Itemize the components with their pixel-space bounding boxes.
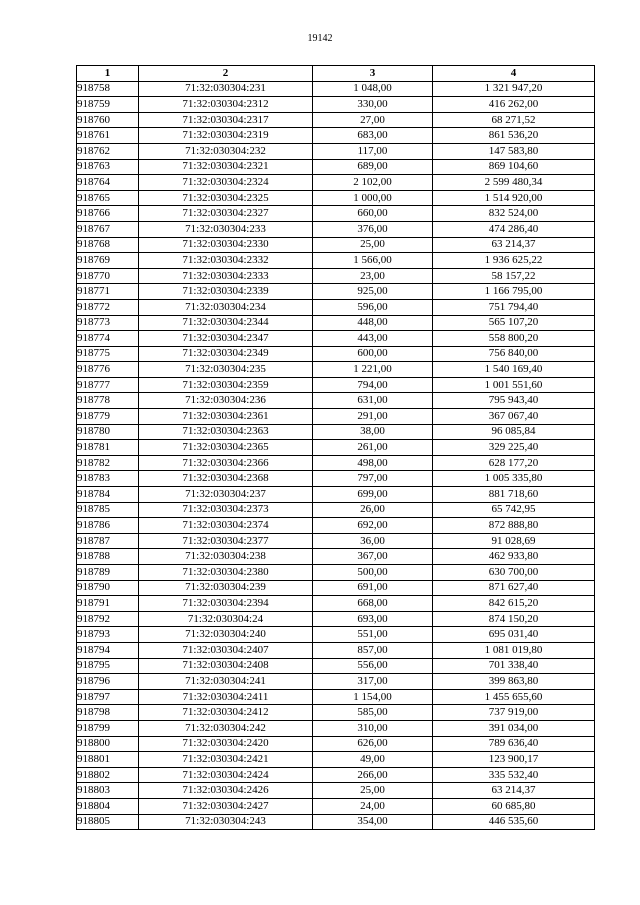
table-cell-col1: 918782 — [77, 455, 139, 471]
table-cell-col4: 869 104,60 — [433, 159, 595, 175]
table-cell-col1: 918802 — [77, 767, 139, 783]
table-cell-col2: 71:32:030304:2427 — [139, 798, 313, 814]
table-cell-col1: 918800 — [77, 736, 139, 752]
table-cell-col2: 71:32:030304:239 — [139, 580, 313, 596]
table-cell-col4: 367 067,40 — [433, 409, 595, 425]
table-cell-col4: 558 800,20 — [433, 331, 595, 347]
table-cell-col3: 26,00 — [313, 502, 433, 518]
table-cell-col4: 1 001 551,60 — [433, 377, 595, 393]
table-cell-col1: 918772 — [77, 299, 139, 315]
table-row — [77, 97, 595, 113]
table-cell-col1: 918763 — [77, 159, 139, 175]
table-cell-col2: 71:32:030304:2407 — [139, 642, 313, 658]
table-cell-col4: 68 271,52 — [433, 112, 595, 128]
table-cell-col4: 63 214,37 — [433, 237, 595, 253]
table-cell-col4: 1 540 169,40 — [433, 362, 595, 378]
table-cell-col1: 918785 — [77, 502, 139, 518]
table-cell-col3: 2 102,00 — [313, 175, 433, 191]
table-cell-col2: 71:32:030304:2373 — [139, 502, 313, 518]
table-row — [77, 112, 595, 128]
table-cell-col2: 71:32:030304:242 — [139, 720, 313, 736]
table-cell-col1: 918778 — [77, 393, 139, 409]
table-cell-col3: 600,00 — [313, 346, 433, 362]
table-row — [77, 393, 595, 409]
table-cell-col4: 695 031,40 — [433, 627, 595, 643]
table-cell-col3: 266,00 — [313, 767, 433, 783]
table-cell-col2: 71:32:030304:243 — [139, 814, 313, 830]
table-cell-col1: 918771 — [77, 284, 139, 300]
table-cell-col4: 1 005 335,80 — [433, 471, 595, 487]
data-table — [76, 65, 595, 830]
table-cell-col2: 71:32:030304:2333 — [139, 268, 313, 284]
table-cell-col4: 881 718,60 — [433, 487, 595, 503]
table-cell-col1: 918786 — [77, 518, 139, 534]
table-cell-col2: 71:32:030304:2359 — [139, 377, 313, 393]
table-cell-col4: 123 900,17 — [433, 752, 595, 768]
table-cell-col1: 918783 — [77, 471, 139, 487]
table-cell-col2: 71:32:030304:2368 — [139, 471, 313, 487]
table-cell-col1: 918796 — [77, 674, 139, 690]
column-header-3: 3 — [313, 66, 433, 82]
table-cell-col4: 391 034,00 — [433, 720, 595, 736]
table-row — [77, 315, 595, 331]
table-cell-col4: 737 919,00 — [433, 705, 595, 721]
table-cell-col3: 693,00 — [313, 611, 433, 627]
table-cell-col1: 918792 — [77, 611, 139, 627]
table-cell-col3: 330,00 — [313, 97, 433, 113]
table-row — [77, 705, 595, 721]
table-cell-col1: 918784 — [77, 487, 139, 503]
table-cell-col2: 71:32:030304:237 — [139, 487, 313, 503]
table-cell-col2: 71:32:030304:240 — [139, 627, 313, 643]
table-cell-col1: 918805 — [77, 814, 139, 830]
table-cell-col1: 918760 — [77, 112, 139, 128]
table-cell-col4: 861 536,20 — [433, 128, 595, 144]
table-cell-col2: 71:32:030304:236 — [139, 393, 313, 409]
table-cell-col3: 23,00 — [313, 268, 433, 284]
table-row — [77, 658, 595, 674]
table-cell-col2: 71:32:030304:2319 — [139, 128, 313, 144]
table-row — [77, 346, 595, 362]
table-row — [77, 455, 595, 471]
table-cell-col1: 918789 — [77, 565, 139, 581]
table-cell-col4: 416 262,00 — [433, 97, 595, 113]
table-cell-col3: 585,00 — [313, 705, 433, 721]
table-cell-col1: 918767 — [77, 221, 139, 237]
table-cell-col2: 71:32:030304:24 — [139, 611, 313, 627]
table-cell-col1: 918780 — [77, 424, 139, 440]
table-cell-col4: 874 150,20 — [433, 611, 595, 627]
table-cell-col3: 683,00 — [313, 128, 433, 144]
table-cell-col2: 71:32:030304:2327 — [139, 206, 313, 222]
table-cell-col2: 71:32:030304:2312 — [139, 97, 313, 113]
table-cell-col4: 1 081 019,80 — [433, 642, 595, 658]
table-cell-col4: 399 863,80 — [433, 674, 595, 690]
table-cell-col3: 596,00 — [313, 299, 433, 315]
table-cell-col1: 918801 — [77, 752, 139, 768]
table-cell-col2: 71:32:030304:2347 — [139, 331, 313, 347]
table-cell-col2: 71:32:030304:2421 — [139, 752, 313, 768]
table-cell-col3: 631,00 — [313, 393, 433, 409]
table-row — [77, 81, 595, 97]
table-cell-col2: 71:32:030304:2366 — [139, 455, 313, 471]
table-cell-col3: 699,00 — [313, 487, 433, 503]
table-cell-col3: 1 048,00 — [313, 81, 433, 97]
table-cell-col4: 96 085,84 — [433, 424, 595, 440]
table-cell-col2: 71:32:030304:2321 — [139, 159, 313, 175]
table-cell-col1: 918788 — [77, 549, 139, 565]
table-cell-col4: 446 535,60 — [433, 814, 595, 830]
table-cell-col4: 751 794,40 — [433, 299, 595, 315]
table-cell-col1: 918803 — [77, 783, 139, 799]
table-cell-col3: 27,00 — [313, 112, 433, 128]
table-cell-col2: 71:32:030304:233 — [139, 221, 313, 237]
table-cell-col3: 291,00 — [313, 409, 433, 425]
table-row — [77, 143, 595, 159]
table-cell-col2: 71:32:030304:2365 — [139, 440, 313, 456]
table-cell-col1: 918799 — [77, 720, 139, 736]
table-row — [77, 689, 595, 705]
table-cell-col3: 689,00 — [313, 159, 433, 175]
table-cell-col2: 71:32:030304:2332 — [139, 253, 313, 269]
table-cell-col4: 2 599 480,34 — [433, 175, 595, 191]
table-cell-col3: 117,00 — [313, 143, 433, 159]
table-cell-col3: 797,00 — [313, 471, 433, 487]
table-cell-col1: 918774 — [77, 331, 139, 347]
table-cell-col4: 630 700,00 — [433, 565, 595, 581]
table-cell-col2: 71:32:030304:2411 — [139, 689, 313, 705]
table-cell-col3: 376,00 — [313, 221, 433, 237]
table-body — [77, 81, 595, 830]
table-cell-col1: 918770 — [77, 268, 139, 284]
table-cell-col2: 71:32:030304:231 — [139, 81, 313, 97]
table-cell-col3: 38,00 — [313, 424, 433, 440]
table-row — [77, 362, 595, 378]
table-cell-col3: 317,00 — [313, 674, 433, 690]
table-cell-col4: 1 514 920,00 — [433, 190, 595, 206]
table-cell-col1: 918797 — [77, 689, 139, 705]
table-cell-col3: 660,00 — [313, 206, 433, 222]
table-row — [77, 565, 595, 581]
table-row — [77, 752, 595, 768]
table-row — [77, 798, 595, 814]
table-cell-col2: 71:32:030304:241 — [139, 674, 313, 690]
table-cell-col3: 1 221,00 — [313, 362, 433, 378]
table-cell-col1: 918764 — [77, 175, 139, 191]
table-row — [77, 159, 595, 175]
column-header-4: 4 — [433, 66, 595, 82]
table-row — [77, 128, 595, 144]
table-row — [77, 596, 595, 612]
table-cell-col3: 500,00 — [313, 565, 433, 581]
table-cell-col4: 474 286,40 — [433, 221, 595, 237]
table-cell-col2: 71:32:030304:2408 — [139, 658, 313, 674]
table-cell-col3: 25,00 — [313, 783, 433, 799]
table-cell-col1: 918775 — [77, 346, 139, 362]
table-cell-col3: 498,00 — [313, 455, 433, 471]
table-cell-col2: 71:32:030304:2380 — [139, 565, 313, 581]
table-cell-col1: 918768 — [77, 237, 139, 253]
table-cell-col4: 832 524,00 — [433, 206, 595, 222]
table-row — [77, 190, 595, 206]
table-row — [77, 767, 595, 783]
table-cell-col1: 918769 — [77, 253, 139, 269]
table-cell-col4: 628 177,20 — [433, 455, 595, 471]
table-row — [77, 549, 595, 565]
table-cell-col2: 71:32:030304:2344 — [139, 315, 313, 331]
table-cell-col4: 147 583,80 — [433, 143, 595, 159]
table-cell-col4: 462 933,80 — [433, 549, 595, 565]
table-cell-col1: 918779 — [77, 409, 139, 425]
table-cell-col4: 1 936 625,22 — [433, 253, 595, 269]
table-cell-col2: 71:32:030304:235 — [139, 362, 313, 378]
table-row — [77, 518, 595, 534]
table-row — [77, 580, 595, 596]
table-cell-col2: 71:32:030304:238 — [139, 549, 313, 565]
table-cell-col2: 71:32:030304:2377 — [139, 533, 313, 549]
table-row — [77, 221, 595, 237]
table-row — [77, 268, 595, 284]
table-cell-col1: 918762 — [77, 143, 139, 159]
table-cell-col4: 756 840,00 — [433, 346, 595, 362]
table-cell-col3: 310,00 — [313, 720, 433, 736]
table-cell-col3: 1 000,00 — [313, 190, 433, 206]
table-cell-col1: 918761 — [77, 128, 139, 144]
table-cell-col4: 565 107,20 — [433, 315, 595, 331]
table-cell-col3: 1 154,00 — [313, 689, 433, 705]
table-cell-col3: 551,00 — [313, 627, 433, 643]
table-cell-col3: 448,00 — [313, 315, 433, 331]
table-cell-col2: 71:32:030304:232 — [139, 143, 313, 159]
table-row — [77, 674, 595, 690]
table-cell-col3: 1 566,00 — [313, 253, 433, 269]
table-cell-col4: 871 627,40 — [433, 580, 595, 596]
table-cell-col3: 857,00 — [313, 642, 433, 658]
table-cell-col2: 71:32:030304:2325 — [139, 190, 313, 206]
table-cell-col3: 261,00 — [313, 440, 433, 456]
table-cell-col2: 71:32:030304:2412 — [139, 705, 313, 721]
table-cell-col2: 71:32:030304:2317 — [139, 112, 313, 128]
table-row — [77, 783, 595, 799]
table-cell-col2: 71:32:030304:2424 — [139, 767, 313, 783]
table-cell-col1: 918791 — [77, 596, 139, 612]
table-row — [77, 720, 595, 736]
table-cell-col3: 354,00 — [313, 814, 433, 830]
table-row — [77, 331, 595, 347]
table-row — [77, 642, 595, 658]
table-cell-col4: 795 943,40 — [433, 393, 595, 409]
table-cell-col1: 918794 — [77, 642, 139, 658]
table-row — [77, 253, 595, 269]
table-header — [77, 66, 595, 82]
table-row — [77, 533, 595, 549]
table-cell-col4: 701 338,40 — [433, 658, 595, 674]
table-row — [77, 206, 595, 222]
table-cell-col3: 367,00 — [313, 549, 433, 565]
table-row — [77, 377, 595, 393]
table-cell-col4: 872 888,80 — [433, 518, 595, 534]
table-cell-col2: 71:32:030304:2330 — [139, 237, 313, 253]
table-row — [77, 611, 595, 627]
table-row — [77, 814, 595, 830]
table-cell-col1: 918777 — [77, 377, 139, 393]
table-cell-col4: 65 742,95 — [433, 502, 595, 518]
table-cell-col4: 58 157,22 — [433, 268, 595, 284]
table-row — [77, 424, 595, 440]
table-cell-col2: 71:32:030304:2374 — [139, 518, 313, 534]
table-row — [77, 627, 595, 643]
table-cell-col4: 329 225,40 — [433, 440, 595, 456]
table-row — [77, 471, 595, 487]
table-cell-col1: 918787 — [77, 533, 139, 549]
table-cell-col2: 71:32:030304:2324 — [139, 175, 313, 191]
table-cell-col3: 626,00 — [313, 736, 433, 752]
table-cell-col3: 668,00 — [313, 596, 433, 612]
table-cell-col1: 918776 — [77, 362, 139, 378]
table-row — [77, 409, 595, 425]
table-cell-col2: 71:32:030304:2420 — [139, 736, 313, 752]
table-cell-col3: 49,00 — [313, 752, 433, 768]
table-cell-col3: 691,00 — [313, 580, 433, 596]
table-cell-col4: 842 615,20 — [433, 596, 595, 612]
table-cell-col4: 91 028,69 — [433, 533, 595, 549]
table-cell-col2: 71:32:030304:234 — [139, 299, 313, 315]
table-cell-col3: 443,00 — [313, 331, 433, 347]
table-cell-col3: 25,00 — [313, 237, 433, 253]
column-header-2: 2 — [139, 66, 313, 82]
table-cell-col2: 71:32:030304:2394 — [139, 596, 313, 612]
table-cell-col4: 63 214,37 — [433, 783, 595, 799]
table-cell-col2: 71:32:030304:2361 — [139, 409, 313, 425]
table-cell-col1: 918758 — [77, 81, 139, 97]
table-row — [77, 237, 595, 253]
table-cell-col3: 36,00 — [313, 533, 433, 549]
table-cell-col3: 692,00 — [313, 518, 433, 534]
table-cell-col1: 918766 — [77, 206, 139, 222]
table-row — [77, 440, 595, 456]
table-cell-col3: 556,00 — [313, 658, 433, 674]
table-cell-col2: 71:32:030304:2363 — [139, 424, 313, 440]
table-row — [77, 175, 595, 191]
table-cell-col4: 335 532,40 — [433, 767, 595, 783]
table-cell-col1: 918781 — [77, 440, 139, 456]
table-cell-col1: 918773 — [77, 315, 139, 331]
table-cell-col1: 918795 — [77, 658, 139, 674]
table-cell-col4: 60 685,80 — [433, 798, 595, 814]
table-cell-col1: 918790 — [77, 580, 139, 596]
table-row — [77, 736, 595, 752]
table-row — [77, 487, 595, 503]
table-cell-col2: 71:32:030304:2339 — [139, 284, 313, 300]
table-cell-col1: 918759 — [77, 97, 139, 113]
table-cell-col3: 24,00 — [313, 798, 433, 814]
column-header-1: 1 — [77, 66, 139, 82]
table-cell-col4: 1 321 947,20 — [433, 81, 595, 97]
table-cell-col1: 918804 — [77, 798, 139, 814]
table-cell-col1: 918798 — [77, 705, 139, 721]
table-cell-col4: 1 166 795,00 — [433, 284, 595, 300]
table-row — [77, 284, 595, 300]
table-cell-col2: 71:32:030304:2349 — [139, 346, 313, 362]
table-row — [77, 299, 595, 315]
table-row — [77, 502, 595, 518]
table-cell-col1: 918793 — [77, 627, 139, 643]
header-row — [77, 66, 595, 82]
table-cell-col3: 925,00 — [313, 284, 433, 300]
table-cell-col4: 789 636,40 — [433, 736, 595, 752]
table-cell-col2: 71:32:030304:2426 — [139, 783, 313, 799]
page-number: 19142 — [307, 33, 333, 44]
table-cell-col3: 794,00 — [313, 377, 433, 393]
table-cell-col1: 918765 — [77, 190, 139, 206]
table-cell-col4: 1 455 655,60 — [433, 689, 595, 705]
